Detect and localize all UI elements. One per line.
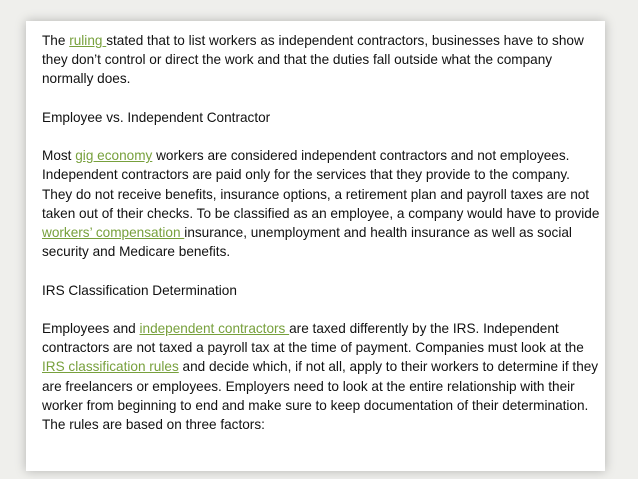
- gig-economy-link[interactable]: gig economy: [75, 148, 153, 164]
- text-span: The: [42, 33, 70, 48]
- text-span: and decide which, if not all, apply to their workers to determine if they are freelancers or employees. Employers need to look at the entire relationship with their worker from beginning to end and make sure to keep documentation of their determination. The rules are based on three factors:: [42, 359, 599, 432]
- text-span: workers are considered independent contractors and not employees. Independent contractors are paid only for the services that they provide to the company. They do not receive benefits, insurance options, a retirement plan and payroll taxes are not taken out of their checks. To be classified as an employee, a company would have to provide: [42, 148, 600, 221]
- heading-irs-classification: IRS Classification Determination: [42, 282, 237, 298]
- paragraph-irs: [42, 319, 602, 434]
- slide-text: [42, 31, 602, 453]
- text-span: Most: [42, 148, 76, 164]
- paragraph-gig-economy: [42, 146, 602, 261]
- text-span: Employees and: [42, 320, 140, 336]
- text-span: insurance, unemployment and health insurance as well as social security and Medicare benefits.: [42, 225, 572, 260]
- workers-compensation-link[interactable]: workers’ compensation: [42, 225, 185, 240]
- independent-contractors-link[interactable]: independent contractors: [139, 320, 290, 336]
- text-span: are taxed differently by the IRS. Independent contractors are not taxed a payroll tax at the time of payment. Companies must look at the: [42, 320, 584, 356]
- irs-classification-rules-link[interactable]: IRS classification rules: [42, 359, 179, 375]
- ruling-link[interactable]: ruling: [69, 33, 107, 48]
- paragraph-ruling: [42, 31, 602, 89]
- slide: [26, 21, 605, 471]
- text-span: stated that to list workers as independent contractors, businesses have to show they don’t control or direct the work and that the duties fall outside what the company normally does.: [42, 33, 584, 87]
- heading-employee-vs-contractor: Employee vs. Independent Contractor: [42, 109, 271, 125]
